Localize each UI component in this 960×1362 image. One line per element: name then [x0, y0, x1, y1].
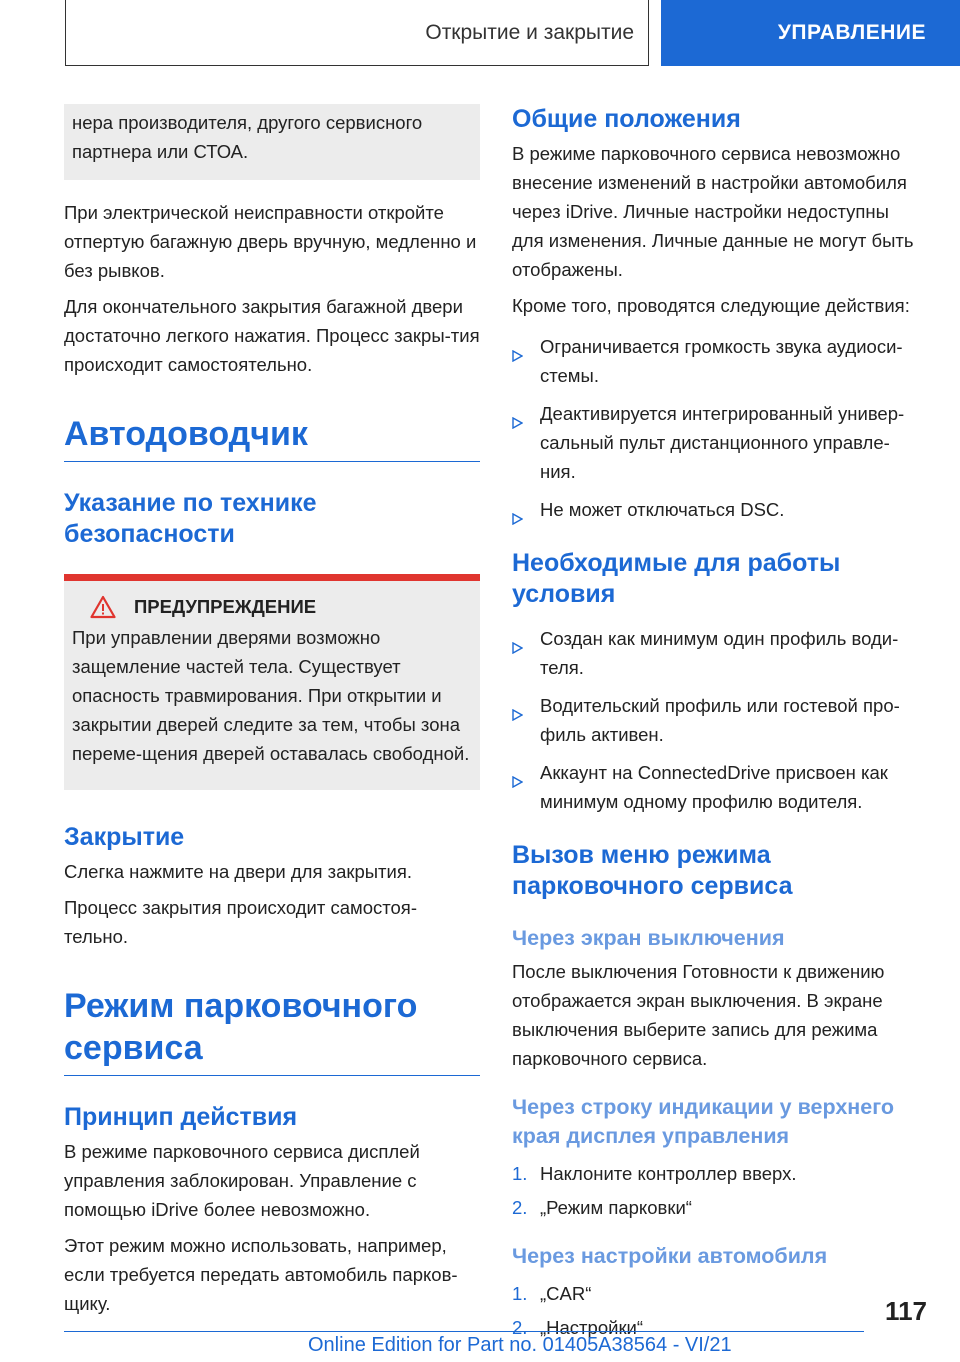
list-item	[512, 758, 924, 816]
paragraph: Кроме того, проводятся следующие действия:	[512, 295, 910, 316]
list-item-text: Ограничивается громкость звука аудиоси-стемы.	[540, 336, 903, 386]
paragraph: Слегка нажмите на двери для закрытия.	[64, 861, 413, 882]
paragraph: После выключения Готовности к движению отображается экран выключения. В экране выключения выберите запись для режима парковочного сервиса.	[512, 961, 885, 1069]
footer-edition: Online Edition for Part no. 01405A38564 - VI/21	[308, 1334, 732, 1356]
step-number: 1.	[512, 1283, 528, 1304]
warning-title-row	[72, 595, 472, 619]
continued-note-box	[64, 104, 480, 180]
step-text: „Настройки“	[540, 1317, 644, 1338]
list-item-text: Создан как минимум один профиль води-теля.	[540, 628, 899, 678]
footer-divider	[64, 1331, 864, 1332]
warning-title: ПРЕДУПРЕЖДЕНИЕ	[134, 596, 317, 617]
paragraph: В режиме парковочного сервиса дисплей управления заблокирован. Управление с помощью iDrive более невозможно.	[64, 1141, 420, 1220]
paragraph: Этот режим можно использовать, например, если требуется передать автомобиль парков-щику.	[64, 1235, 458, 1314]
heading-via-status-bar: Через строку индикации у верхнего края дисплея управления	[512, 1095, 895, 1148]
bullet-triangle-icon	[512, 700, 523, 729]
general-list	[512, 332, 924, 524]
section-heading-block	[64, 985, 480, 1076]
list-item	[512, 624, 924, 682]
heading-autoclose: Автодоводчик	[64, 415, 308, 453]
list-item	[512, 691, 924, 749]
heading-closing: Закрытие	[64, 823, 185, 851]
header-chapter-title: УПРАВЛЕНИЕ	[777, 21, 926, 44]
status-bar-steps	[512, 1159, 924, 1222]
right-column	[512, 104, 924, 1347]
heading-valet-mode: Режим парковочного сервиса	[64, 987, 418, 1067]
list-item-text: Не может отключаться DSC.	[540, 499, 785, 520]
paragraph: Процесс закрытия происходит самостоя-тельно.	[64, 897, 417, 947]
continued-note-text: нера производителя, другого сервисного партнера или СТОА.	[72, 112, 423, 162]
step-number: 2.	[512, 1197, 528, 1218]
heading-conditions: Необходимые для работы условия	[512, 549, 841, 608]
heading-via-off-screen: Через экран выключения	[512, 926, 785, 950]
step-number: 2.	[512, 1317, 528, 1338]
step-text: „Режим парковки“	[540, 1197, 692, 1218]
left-column	[64, 104, 480, 1325]
list-item	[512, 332, 924, 390]
list-item-text: Водительский профиль или гостевой про-филь активен.	[540, 695, 900, 745]
list-item-text: Аккаунт на ConnectedDrive присвоен как минимум одному профилю водителя.	[540, 762, 888, 812]
heading-safety: Указание по технике безопасности	[64, 489, 317, 548]
heading-general: Общие положения	[512, 105, 741, 133]
step-item	[512, 1159, 924, 1188]
paragraph: При электрической неисправности откройте отпертую багажную дверь вручную, медленно и без рывков.	[64, 202, 477, 281]
paragraph: В режиме парковочного сервиса невозможно внесение изменений в настройки автомобиля через iDrive. Личные настройки недоступны для изменения. Личные данные не могут быть отображены.	[512, 143, 914, 280]
warning-bar	[64, 574, 480, 581]
step-text: Наклоните контроллер вверх.	[540, 1163, 797, 1184]
heading-call-menu: Вызов меню режима парковочного сервиса	[512, 841, 793, 900]
header-section-title: Открытие и закрытие	[425, 20, 634, 44]
step-text: „CAR“	[540, 1283, 592, 1304]
step-number: 1.	[512, 1163, 528, 1184]
heading-principle: Принцип действия	[64, 1103, 298, 1131]
bullet-triangle-icon	[512, 767, 523, 796]
warning-text: При управлении дверями возможно защемление частей тела. Существует опасность травмирования. При открытии и закрытии дверей следите за тем, чтобы зона переме-щения дверей оставалась свободной.	[72, 627, 470, 764]
heading-via-settings: Через настройки автомобиля	[512, 1244, 828, 1268]
step-item	[512, 1193, 924, 1222]
page-number: 117	[885, 1296, 927, 1326]
bullet-triangle-icon	[512, 633, 523, 662]
list-item-text: Деактивируется интегрированный универ-сальный пульт дистанционного управле-ния.	[540, 403, 905, 482]
list-item	[512, 495, 924, 524]
bullet-triangle-icon	[512, 504, 523, 533]
section-heading-block	[64, 413, 480, 462]
conditions-list	[512, 624, 924, 816]
warning-box	[64, 581, 480, 790]
list-item	[512, 399, 924, 486]
header-section-tab	[65, 0, 649, 66]
paragraph: Для окончательного закрытия багажной двери достаточно легкого нажатия. Процесс закры-тия происходит самостоятельно.	[64, 296, 480, 375]
bullet-triangle-icon	[512, 341, 523, 370]
settings-steps	[512, 1279, 924, 1342]
bullet-triangle-icon	[512, 408, 523, 437]
warning-triangle-icon	[90, 595, 116, 619]
header-chapter-tab	[661, 0, 960, 66]
step-item	[512, 1279, 924, 1308]
